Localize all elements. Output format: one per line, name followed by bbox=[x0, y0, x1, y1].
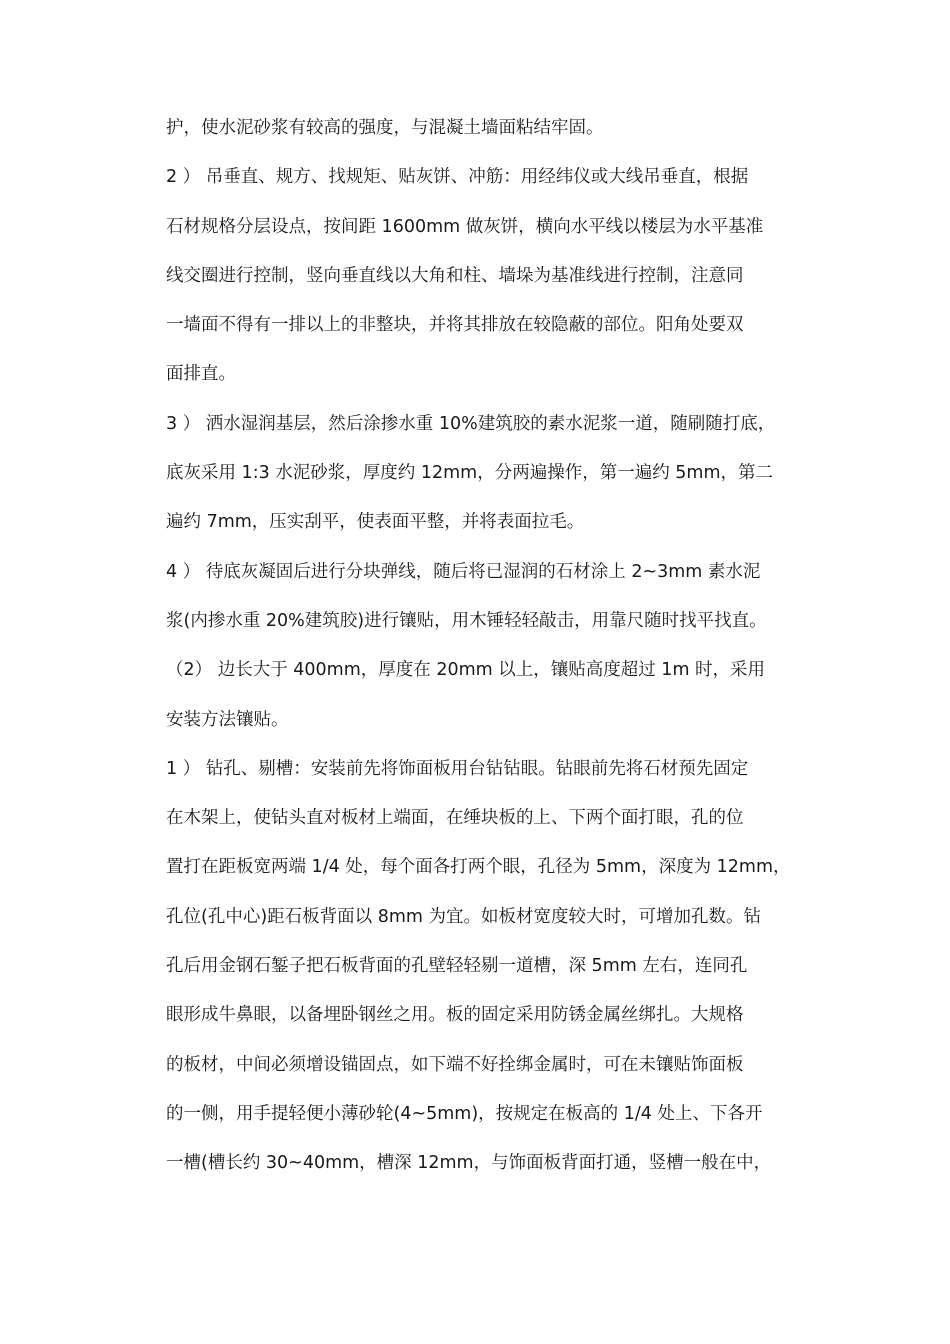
text-line: 孔后用金钢石錾子把石板背面的孔壁轻轻剔一道槽，深 5mm 左右，连同孔 bbox=[166, 956, 748, 977]
text-line: 2 ） 吊垂直、规方、找规矩、贴灰饼、冲筋：用经纬仪或大线吊垂直，根据 bbox=[166, 167, 749, 188]
text-line: 眼形成牛鼻眼，以备埋卧钢丝之用。板的固定采用防锈金属丝绑扎。大规格 bbox=[166, 1005, 744, 1026]
body-text bbox=[166, 110, 816, 1195]
text-line: 4 ） 待底灰凝固后进行分块弹线，随后将已湿润的石材涂上 2~3mm 素水泥 bbox=[166, 561, 761, 582]
text-line: 置打在距板宽两端 1/4 处，每个面各打两个眼，孔径为 5mm，深度为 12mm， bbox=[166, 857, 791, 878]
text-line: 底灰采用 1:3 水泥砂浆，厚度约 12mm，分两遍操作，第一遍约 5mm，第二 bbox=[166, 463, 774, 484]
text-line: 面排直。 bbox=[166, 364, 236, 385]
text-line: 一槽(槽长约 30~40mm，槽深 12mm，与饰面板背面打通，竖槽一般在中， bbox=[166, 1153, 772, 1174]
text-line: 孔位(孔中心)距石板背面以 8mm 为宜。如板材宽度较大时，可增加孔数。钻 bbox=[166, 906, 762, 927]
text-line: 的板材，中间必须增设锚固点，如下端不好拴绑金属时，可在未镶贴饰面板 bbox=[166, 1054, 744, 1075]
text-line: 在木架上，使钻头直对板材上端面，在缍块板的上、下两个面打眼，孔的位 bbox=[166, 808, 744, 829]
text-line: 一墙面不得有一排以上的非整块，并将其排放在较隐蔽的部位。阳角处要双 bbox=[166, 315, 744, 336]
text-line: （2） 边长大于 400mm，厚度在 20mm 以上，镶贴高度超过 1m 时，采用 bbox=[166, 660, 766, 681]
text-line: 1 ） 钻孔、剔槽：安装前先将饰面板用台钻钻眼。钻眼前先将石材预先固定 bbox=[166, 758, 749, 779]
text-line: 3 ） 洒水湿润基层，然后涂掺水重 10%建筑胶的素水泥浆一道，随刷随打底， bbox=[166, 413, 776, 434]
text-line: 护，使水泥砂浆有较高的强度，与混凝土墙面粘结牢固。 bbox=[166, 118, 604, 138]
text-line: 石材规格分层设点，按间距 1600mm 做灰饼，横向水平线以楼层为水平基准 bbox=[166, 216, 764, 237]
text-line: 线交圈进行控制，竖向垂直线以大角和柱、墙垛为基准线进行控制，注意同 bbox=[166, 265, 744, 286]
text-line: 遍约 7mm，压实刮平，使表面平整，并将表面拉毛。 bbox=[166, 512, 585, 533]
text-line: 浆(内掺水重 20%建筑胶)进行镶贴，用木锤轻轻敲击，用靠尺随时找平找直。 bbox=[166, 610, 767, 631]
text-line: 的一侧，用手提轻便小薄砂轮(4~5mm)，按规定在板高的 1/4 处上、下各开 bbox=[166, 1103, 763, 1124]
text-line: 安装方法镶贴。 bbox=[166, 709, 289, 730]
